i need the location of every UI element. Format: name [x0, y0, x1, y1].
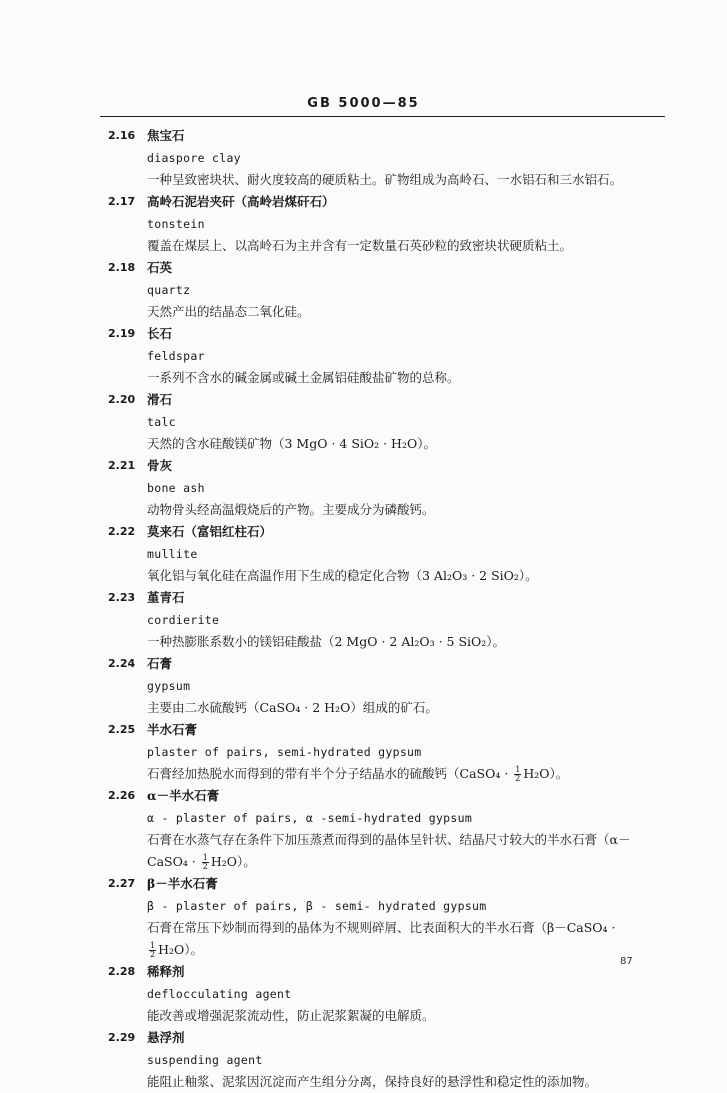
fraction-half [514, 766, 521, 783]
document-header: GB 5000—85 [307, 96, 420, 111]
definition-text: H₂O）。 [523, 766, 569, 781]
term-english: bone ash [147, 481, 205, 495]
term-chinese: 高岭石泥岩夹矸（高岭岩煤矸石） [147, 194, 335, 209]
entry-number: 2.19 [108, 327, 136, 340]
entry-number: 2.20 [108, 393, 136, 406]
fraction-numerator: 1 [150, 941, 156, 950]
term-definition-continued [147, 851, 660, 873]
term-definition [147, 763, 660, 785]
term-english: cordierite [147, 613, 220, 627]
entry-number: 2.16 [108, 129, 136, 142]
term-english: quartz [147, 283, 191, 297]
term-entry-2-23 [100, 587, 660, 653]
term-entry-2-16 [100, 125, 660, 191]
term-english: talc [147, 415, 176, 429]
term-entry-2-22 [100, 521, 660, 587]
term-definition: 主要由二水硫酸钙（CaSO₄ · 2 H₂O）组成的矿石。 [147, 700, 438, 715]
term-definition: 石膏在水蒸气存在条件下加压蒸煮而得到的晶体呈针状、结晶尺寸较大的半水石膏（α－ [147, 832, 631, 847]
header-rule [100, 116, 665, 117]
term-definition: 能阻止釉浆、泥浆因沉淀而产生组分分离，保持良好的悬浮性和稳定性的添加物。 [147, 1074, 598, 1089]
term-definition: 天然的含水硅酸镁矿物（3 MgO · 4 SiO₂ · H₂O）。 [147, 436, 436, 451]
entry-number: 2.26 [108, 789, 136, 802]
fraction-denominator: 2 [202, 862, 208, 871]
term-entry-2-27 [100, 873, 660, 961]
term-definition: 动物骨头经高温煅烧后的产物。主要成分为磷酸钙。 [147, 502, 435, 517]
term-entry-2-26 [100, 785, 660, 873]
entry-number: 2.23 [108, 591, 136, 604]
term-definition: 氧化铝与氧化硅在高温作用下生成的稳定化合物（3 Al₂O₃ · 2 SiO₂）。 [147, 568, 538, 583]
term-chinese: 焦宝石 [147, 128, 185, 143]
fraction-denominator: 2 [150, 950, 156, 959]
term-chinese: 石膏 [147, 656, 173, 671]
entry-number: 2.29 [108, 1031, 136, 1044]
term-definition: 覆盖在煤层上、以高岭石为主并含有一定数量石英砂粒的致密块状硬质粘土。 [147, 238, 573, 253]
term-entry-2-17 [100, 191, 660, 257]
term-english: feldspar [147, 349, 205, 363]
term-english: plaster of pairs, semi-hydrated gypsum [147, 745, 422, 759]
term-english: tonstein [147, 217, 205, 231]
fraction-half [149, 942, 156, 959]
term-entry-2-25 [100, 719, 660, 785]
term-english: mullite [147, 547, 198, 561]
term-chinese: β－半水石膏 [147, 876, 218, 891]
definition-text: 石膏经加热脱水而得到的带有半个分子结晶水的硫酸钙（CaSO₄ · [147, 766, 513, 781]
entry-number: 2.28 [108, 965, 136, 978]
entry-number: 2.24 [108, 657, 136, 670]
fraction-denominator: 2 [515, 774, 521, 783]
term-entry-2-29 [100, 1027, 660, 1093]
term-definition-continued [147, 939, 660, 961]
definition-text: H₂O）。 [210, 854, 256, 869]
entry-number: 2.25 [108, 723, 136, 736]
term-chinese: α－半水石膏 [147, 788, 220, 803]
term-entry-2-20 [100, 389, 660, 455]
term-definition: 石膏在常压下炒制而得到的晶体为不规则碎屑、比表面积大的半水石膏（β－CaSO₄ · [147, 920, 616, 935]
term-definition: 天然产出的结晶态二氧化硅。 [147, 304, 310, 319]
definition-text: CaSO₄ · [147, 854, 200, 869]
term-english: α - plaster of pairs, α -semi-hydrated gypsum [147, 811, 473, 825]
definition-text: H₂O）。 [158, 942, 204, 957]
term-chinese: 半水石膏 [147, 722, 198, 737]
term-chinese: 石英 [147, 260, 173, 275]
term-definition: 一系列不含水的碱金属或碱土金属铝硅酸盐矿物的总称。 [147, 370, 460, 385]
term-chinese: 稀释剂 [147, 964, 185, 979]
term-entry-2-18 [100, 257, 660, 323]
term-english: diaspore clay [147, 151, 241, 165]
entry-number: 2.22 [108, 525, 136, 538]
entry-number: 2.18 [108, 261, 136, 274]
term-entry-2-24 [100, 653, 660, 719]
term-english: suspending agent [147, 1053, 263, 1067]
fraction-numerator: 1 [515, 765, 521, 774]
fraction-half [202, 854, 209, 871]
fraction-numerator: 1 [202, 853, 208, 862]
term-entry-2-21 [100, 455, 660, 521]
entry-number: 2.17 [108, 195, 136, 208]
entry-number: 2.27 [108, 877, 136, 890]
term-chinese: 滑石 [147, 392, 173, 407]
term-english: gypsum [147, 679, 191, 693]
term-chinese: 长石 [147, 326, 173, 341]
term-english: β - plaster of pairs, β - semi- hydrated gypsum [147, 899, 487, 913]
term-chinese: 骨灰 [147, 458, 173, 473]
term-definition: 一种呈致密块状、耐火度较高的硬质粘土。矿物组成为高岭石、一水铝石和三水铝石。 [147, 172, 623, 187]
term-chinese: 堇青石 [147, 590, 185, 605]
term-english: deflocculating agent [147, 987, 292, 1001]
term-chinese: 悬浮剂 [147, 1030, 185, 1045]
term-entry-2-28 [100, 961, 660, 1027]
entry-number: 2.21 [108, 459, 136, 472]
term-list [100, 125, 660, 1093]
page-number: 87 [620, 956, 633, 967]
term-entry-2-19 [100, 323, 660, 389]
term-definition: 一种热膨胀系数小的镁铝硅酸盐（2 MgO · 2 Al₂O₃ · 5 SiO₂）。 [147, 634, 506, 649]
term-definition: 能改善或增强泥浆流动性，防止泥浆絮凝的电解质。 [147, 1008, 435, 1023]
term-chinese: 莫来石（富铝红柱石） [147, 524, 273, 539]
